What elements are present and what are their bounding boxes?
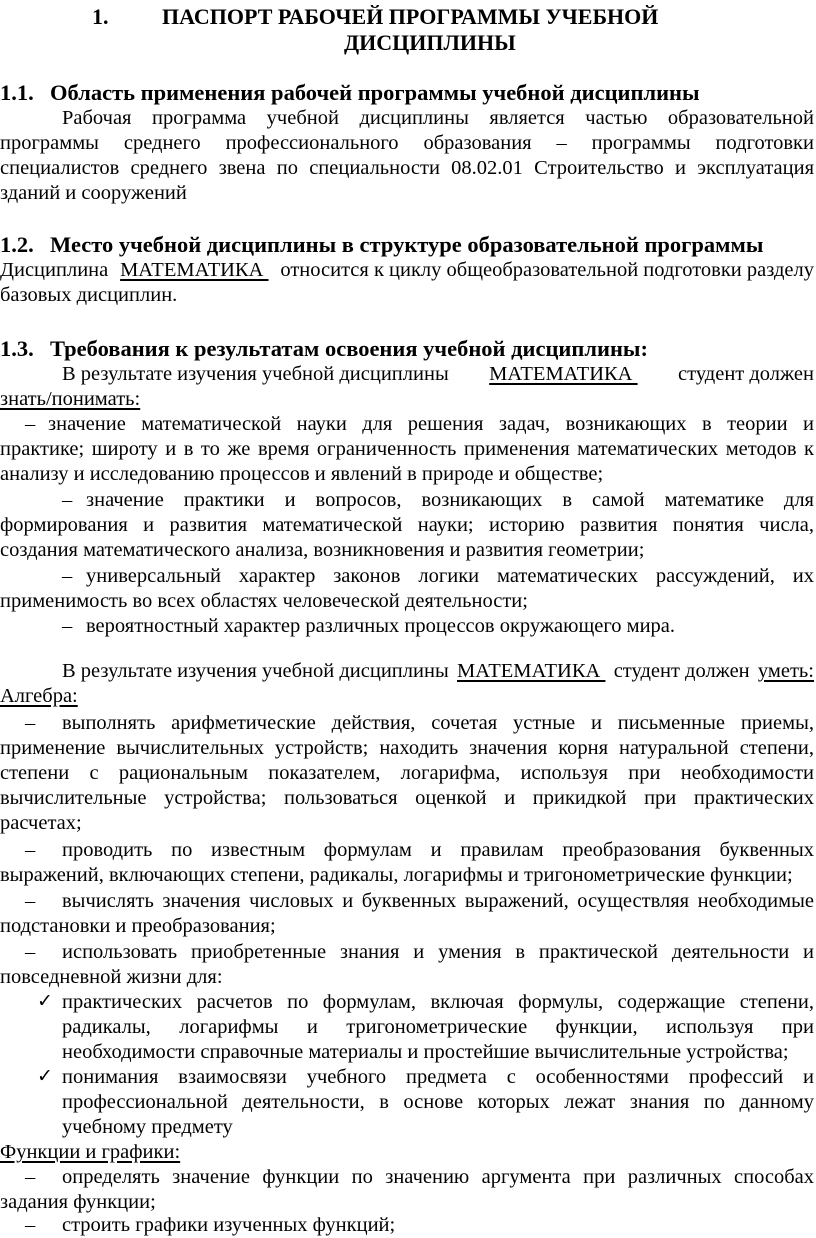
checkmark-icon: ✓ <box>37 1065 53 1087</box>
c2-line-1: понимания взаимосвязи учебного предмета с особенностями профессий и <box>62 1066 814 1088</box>
title-line-2: ДИСЦИПЛИНЫ <box>344 30 516 55</box>
section-1-1-number: 1.1. <box>0 80 34 105</box>
title-number: 1. <box>92 4 109 29</box>
s12-pre: Дисциплина <box>0 259 109 281</box>
a3-line-1: вычислять значения числовых и буквенных выражений, осуществляя необходимые <box>62 890 814 912</box>
s13-p1-pre: В результате изучения учебной дисциплины <box>62 363 449 385</box>
k1-line-2: практике; широту и в то же время ограниченность применения математических методов к <box>0 438 814 460</box>
s13-p1-subject: МАТЕМАТИКА <box>489 363 638 385</box>
a1-line-1: выполнять арифметические действия, сочетая устные и письменные приемы, <box>62 712 814 734</box>
a1-line-4: вычислительные устройства; пользоваться оценкой и прикидкой при практических <box>0 787 814 809</box>
dash-bullet: – <box>25 712 36 734</box>
s11-line-4: зданий и сооружений <box>0 182 187 204</box>
s13-p2-line <box>62 659 814 684</box>
dash-bullet: – <box>25 941 36 963</box>
c1-line-2: радикалы, логарифмы и тригонометрические функции, используя при <box>62 1016 814 1038</box>
f2-line: строить графики изученных функций; <box>62 1214 396 1236</box>
k2-line-2: формирования и развития математической науки; историю развития понятия числа, <box>0 514 814 536</box>
dash-bullet: – <box>62 489 73 511</box>
k4-line: вероятностный характер различных процессов окружающего мира. <box>86 615 676 637</box>
c1-line-1: практических расчетов по формулам, включая формулы, содержащие степени, <box>62 991 814 1013</box>
s12-line-1 <box>0 258 814 283</box>
s12-line-2: базовых дисциплин. <box>0 284 178 306</box>
c2-line-2: профессиональной деятельности, в основе которых лежат знания по данному <box>62 1091 814 1113</box>
dash-bullet: – <box>25 839 36 861</box>
algebra-label: Алгебра: <box>0 685 78 707</box>
s13-p2-subject: МАТЕМАТИКА <box>457 660 606 682</box>
c1-line-3: необходимости справочные материалы и простейшие вычислительные устройства; <box>62 1041 789 1063</box>
a3-line-2: подстановки и преобразования; <box>0 915 276 937</box>
dash-bullet: – <box>25 890 36 912</box>
a1-line-2: применение вычислительных устройств; находить значения корня натуральной степени, <box>0 737 814 759</box>
dash-bullet: – <box>62 615 73 637</box>
f1-line-1: определять значение функции по значению аргумента при различных способах <box>62 1166 814 1188</box>
s12-post: относится к циклу общеобразовательной подготовки разделу <box>280 259 814 281</box>
title-line-1: ПАСПОРТ РАБОЧЕЙ ПРОГРАММЫ УЧЕБНОЙ <box>162 4 659 29</box>
c2-line-3: учебному предмету <box>62 1116 233 1138</box>
k2-line-3: создания математического анализа, возникновения и развития геометрии; <box>0 539 645 561</box>
dash-bullet: – <box>25 413 36 435</box>
k3-line-1: универсальный характер законов логики математических рассуждений, их <box>86 565 814 587</box>
a1-line-5: расчетах; <box>0 812 82 834</box>
section-1-3-heading: Требования к результатам освоения учебной дисциплины: <box>50 336 648 361</box>
k3-line-2: применимость во всех областях человеческой деятельности; <box>0 590 528 612</box>
a2-line-2: выражений, включающих степени, радикалы, логарифмы и тригонометрические функции; <box>0 864 793 886</box>
a4-line-2: повседневной жизни для: <box>0 966 223 988</box>
s13-p1-post: студент должен <box>678 363 814 385</box>
dash-bullet: – <box>25 1166 36 1188</box>
k2-line-1: значение практики и вопросов, возникающих в самой математике для <box>86 489 814 511</box>
functions-graphs-label: Функции и графики: <box>0 1141 181 1163</box>
section-1-2-number: 1.2. <box>0 232 34 257</box>
a2-line-1: проводить по известным формулам и правилам преобразования буквенных <box>62 839 814 861</box>
dash-bullet: – <box>62 565 73 587</box>
know-understand-label: знать/понимать: <box>0 388 141 410</box>
a1-line-3: степени с рациональным показателем, логарифма, используя при необходимости <box>0 762 814 784</box>
section-1-3-number: 1.3. <box>0 336 34 361</box>
s12-subject: МАТЕМАТИКА <box>120 259 269 281</box>
k1-line-1: значение математической науки для решения задач, возникающих в теории и <box>48 413 814 435</box>
s13-p2-pre: В результате изучения учебной дисциплины <box>62 660 449 682</box>
checkmark-icon: ✓ <box>37 990 53 1012</box>
s13-p2-can: уметь: <box>757 660 814 682</box>
section-1-1-heading: Область применения рабочей программы учебной дисциплины <box>50 80 700 105</box>
k1-line-3: анализу и исследованию процессов и явлений в природе и обществе; <box>0 463 604 485</box>
a4-line-1: использовать приобретенные знания и умения в практической деятельности и <box>62 941 814 963</box>
s11-line-2: программы среднего профессионального образования – программы подготовки <box>0 132 814 154</box>
section-1-2-heading: Место учебной дисциплины в структуре образовательной программы <box>50 232 764 257</box>
s13-p1-line <box>62 362 814 387</box>
s11-line-3: специалистов среднего звена по специальности 08.02.01 Строительство и эксплуатация <box>0 157 814 179</box>
f1-line-2: задания функции; <box>0 1191 156 1213</box>
dash-bullet: – <box>25 1214 36 1236</box>
s11-line-1: Рабочая программа учебной дисциплины является частью образовательной <box>62 107 814 129</box>
s13-p2-mid: студент должен <box>613 660 750 682</box>
